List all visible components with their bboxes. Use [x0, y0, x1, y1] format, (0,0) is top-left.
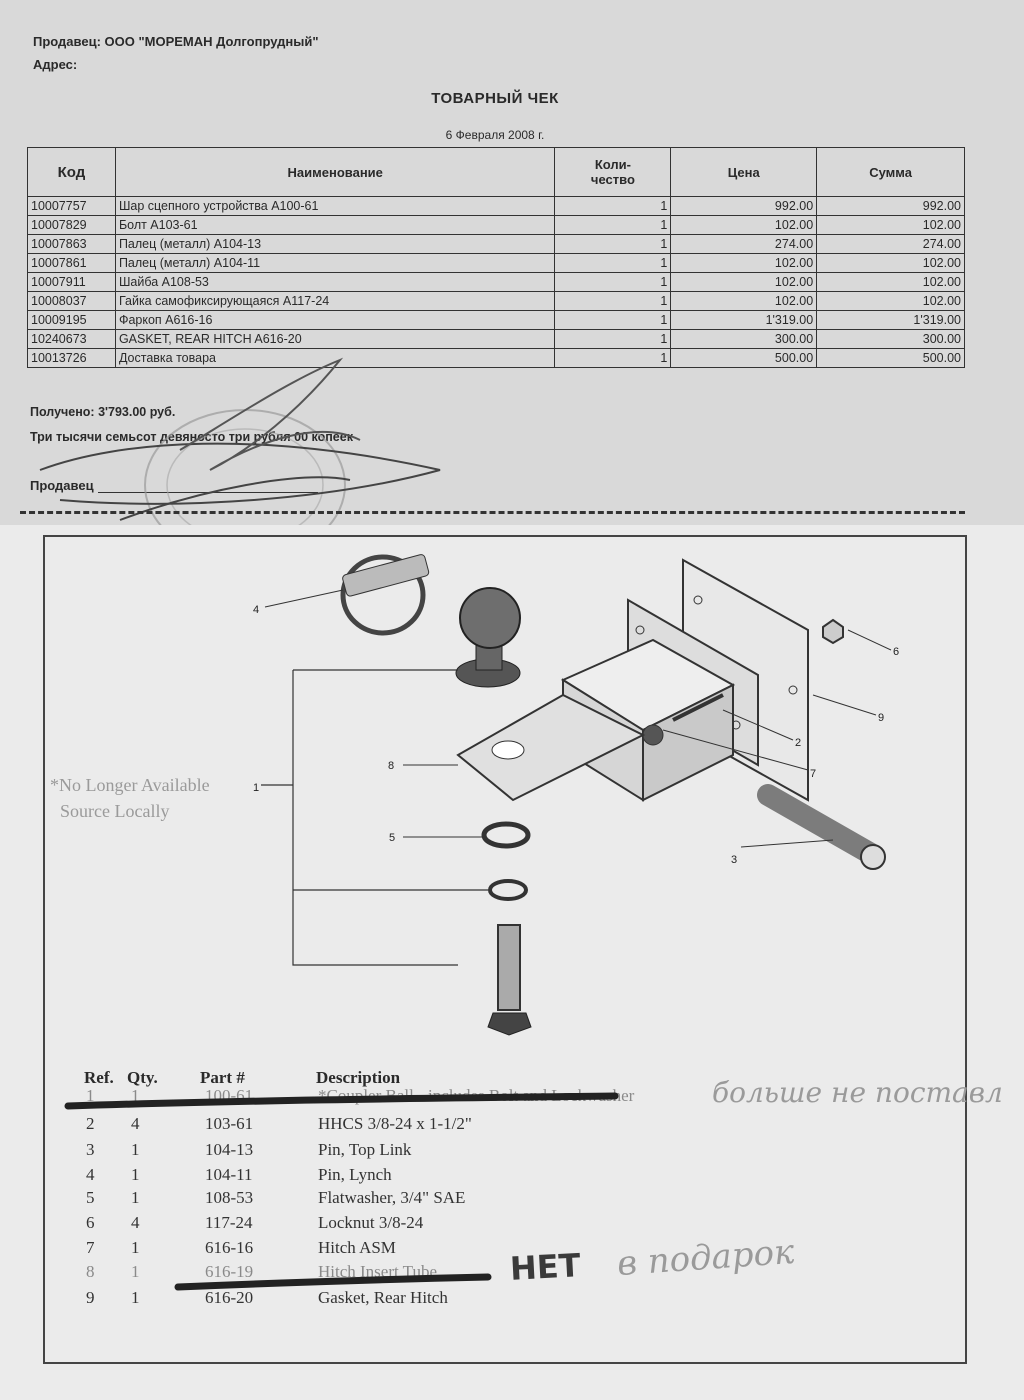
receipt-cell-qty: 1: [555, 235, 671, 254]
parts-cell-part: 616-19: [205, 1262, 254, 1281]
receipt-title: ТОВАРНЫЙ ЧЕК: [431, 90, 559, 107]
parts-cell-part: 104-11: [205, 1165, 253, 1184]
parts-cell-qty: 1: [131, 1086, 140, 1105]
receipt-cell-qty: 1: [555, 197, 671, 216]
receipt-cell-name: Гайка самофиксирующаяся А117-24: [115, 292, 555, 311]
parts-cell-ref: 1: [86, 1086, 95, 1105]
parts-cell-ref: 6: [86, 1213, 95, 1232]
receipt-cell-sum: 102.00: [817, 216, 965, 235]
seller-sign-label: Продавец: [30, 478, 94, 493]
receipt-cell-code: 10007861: [28, 254, 116, 273]
parts-cell-part: 616-16: [205, 1238, 254, 1257]
callout-7: 7: [810, 768, 817, 780]
parts-cell-desc: Gasket, Rear Hitch: [318, 1288, 448, 1307]
receipt-cell-sum: 500.00: [817, 349, 965, 368]
receipt-cell-price: 992.00: [671, 197, 817, 216]
receipt-cell-code: 10007911: [28, 273, 116, 292]
parts-cell-qty: 1: [131, 1140, 140, 1159]
receipt-cell-price: 274.00: [671, 235, 817, 254]
receipt-cell-qty: 1: [555, 216, 671, 235]
header-qty: Коли- чество: [555, 148, 671, 197]
parts-cell-part: 104-13: [205, 1140, 254, 1159]
parts-header-desc: Description: [316, 1068, 401, 1087]
receipt-cell-sum: 1'319.00: [817, 311, 965, 330]
parts-cell-qty: 1: [131, 1165, 140, 1184]
handwritten-note-discontinued: больше не поставл: [712, 1076, 1003, 1109]
receipt-cell-qty: 1: [555, 292, 671, 311]
parts-cell-ref: 4: [86, 1165, 95, 1184]
receipt-cell-sum: 300.00: [817, 330, 965, 349]
parts-cell-qty: 4: [131, 1114, 140, 1133]
receipt-cell-qty: 1: [555, 273, 671, 292]
parts-header-ref: Ref.: [84, 1068, 114, 1087]
receipt-cell-code: 10007757: [28, 197, 116, 216]
receipt-cell-qty: 1: [555, 254, 671, 273]
receipt-cell-name: Фаркоп А616-16: [115, 311, 555, 330]
callout-6: 6: [893, 646, 900, 658]
parts-cell-qty: 1: [131, 1262, 140, 1281]
header-sum: Сумма: [817, 148, 965, 197]
receipt-cell-sum: 992.00: [817, 197, 965, 216]
callout-9: 9: [878, 712, 885, 724]
header-price: Цена: [671, 148, 817, 197]
parts-cell-desc: Locknut 3/8-24: [318, 1213, 424, 1232]
receipt-cell-price: 500.00: [671, 349, 817, 368]
parts-header-part: Part #: [200, 1068, 245, 1087]
receipt-cell-qty: 1: [555, 330, 671, 349]
callout-5: 5: [389, 832, 396, 844]
receipt-cell-price: 102.00: [671, 216, 817, 235]
parts-cell-part: 100-61: [205, 1086, 254, 1105]
callout-1: 1: [253, 782, 260, 794]
receipt-cell-code: 10013726: [28, 349, 116, 368]
parts-cell-part: 616-20: [205, 1288, 254, 1307]
receipt-cell-qty: 1: [555, 311, 671, 330]
header-name: Наименование: [115, 148, 555, 197]
received-amount: Получено: 3'793.00 руб.: [30, 405, 176, 419]
receipt-cell-code: 10007829: [28, 216, 116, 235]
note-line-2: Source Locally: [60, 801, 170, 821]
receipt-cell-sum: 102.00: [817, 292, 965, 311]
receipt-cell-code: 10007863: [28, 235, 116, 254]
parts-cell-desc: Pin, Top Link: [318, 1140, 412, 1159]
parts-cell-desc: Hitch Insert Tube: [318, 1262, 437, 1281]
receipt-cell-price: 102.00: [671, 292, 817, 311]
receipt-cell-name: Шайба А108-53: [115, 273, 555, 292]
callout-4: 4: [253, 604, 260, 616]
receipt-cell-qty: 1: [555, 349, 671, 368]
receipt-cell-name: Доставка товара: [115, 349, 555, 368]
receipt-cell-sum: 102.00: [817, 273, 965, 292]
parts-cell-qty: 1: [131, 1238, 140, 1257]
callout-8: 8: [388, 760, 395, 772]
parts-cell-ref: 8: [86, 1262, 95, 1281]
callout-2: 2: [795, 737, 802, 749]
parts-cell-part: 117-24: [205, 1213, 253, 1232]
receipt-cell-price: 300.00: [671, 330, 817, 349]
parts-cell-qty: 1: [131, 1288, 140, 1307]
parts-header-qty: Qty.: [127, 1068, 158, 1087]
parts-cell-desc: *Coupler Ball - includes Bolt and Lockwasher: [318, 1086, 635, 1105]
parts-cell-part: 108-53: [205, 1188, 254, 1207]
receipt-cell-name: Палец (металл) А104-13: [115, 235, 555, 254]
note-line-1: *No Longer Available: [50, 775, 210, 795]
parts-cell-desc: Hitch ASM: [318, 1238, 396, 1257]
parts-cell-ref: 5: [86, 1188, 95, 1207]
receipt-cell-name: GASKET, REAR HITCH A616-20: [115, 330, 555, 349]
receipt-cell-sum: 102.00: [817, 254, 965, 273]
parts-cell-part: 103-61: [205, 1114, 254, 1133]
parts-cell-ref: 2: [86, 1114, 95, 1133]
receipt-date: 6 Февраля 2008 г.: [445, 128, 545, 142]
receipt-cell-price: 1'319.00: [671, 311, 817, 330]
seller-line: Продавец: ООО "МОРЕМАН Долгопрудный": [33, 34, 319, 49]
parts-cell-ref: 7: [86, 1238, 95, 1257]
receipt-cell-sum: 274.00: [817, 235, 965, 254]
parts-cell-desc: HHCS 3/8-24 x 1-1/2": [318, 1114, 472, 1133]
receipt-cell-code: 10009195: [28, 311, 116, 330]
address-line: Адрес:: [33, 57, 78, 72]
handwritten-note-gift: в подарок: [615, 1231, 796, 1285]
amount-in-words: Три тысячи семьсот девяносто три рубля 00 копеек: [30, 430, 353, 444]
parts-cell-qty: 4: [131, 1213, 140, 1232]
parts-cell-ref: 9: [86, 1288, 95, 1307]
header-code: Код: [28, 148, 116, 197]
receipt-cell-price: 102.00: [671, 273, 817, 292]
handwritten-net: НЕТ: [509, 1246, 582, 1288]
parts-cell-desc: Flatwasher, 3/4" SAE: [318, 1188, 466, 1207]
receipt-cell-name: Болт А103-61: [115, 216, 555, 235]
parts-cell-desc: Pin, Lynch: [318, 1165, 392, 1184]
receipt-cell-code: 10008037: [28, 292, 116, 311]
parts-cell-qty: 1: [131, 1188, 140, 1207]
receipt-cell-code: 10240673: [28, 330, 116, 349]
receipt-cell-price: 102.00: [671, 254, 817, 273]
parts-cell-ref: 3: [86, 1140, 95, 1159]
receipt-cell-name: Шар сцепного устройства А100-61: [115, 197, 555, 216]
receipt-cell-name: Палец (металл) А104-11: [115, 254, 555, 273]
callout-3: 3: [731, 854, 738, 866]
